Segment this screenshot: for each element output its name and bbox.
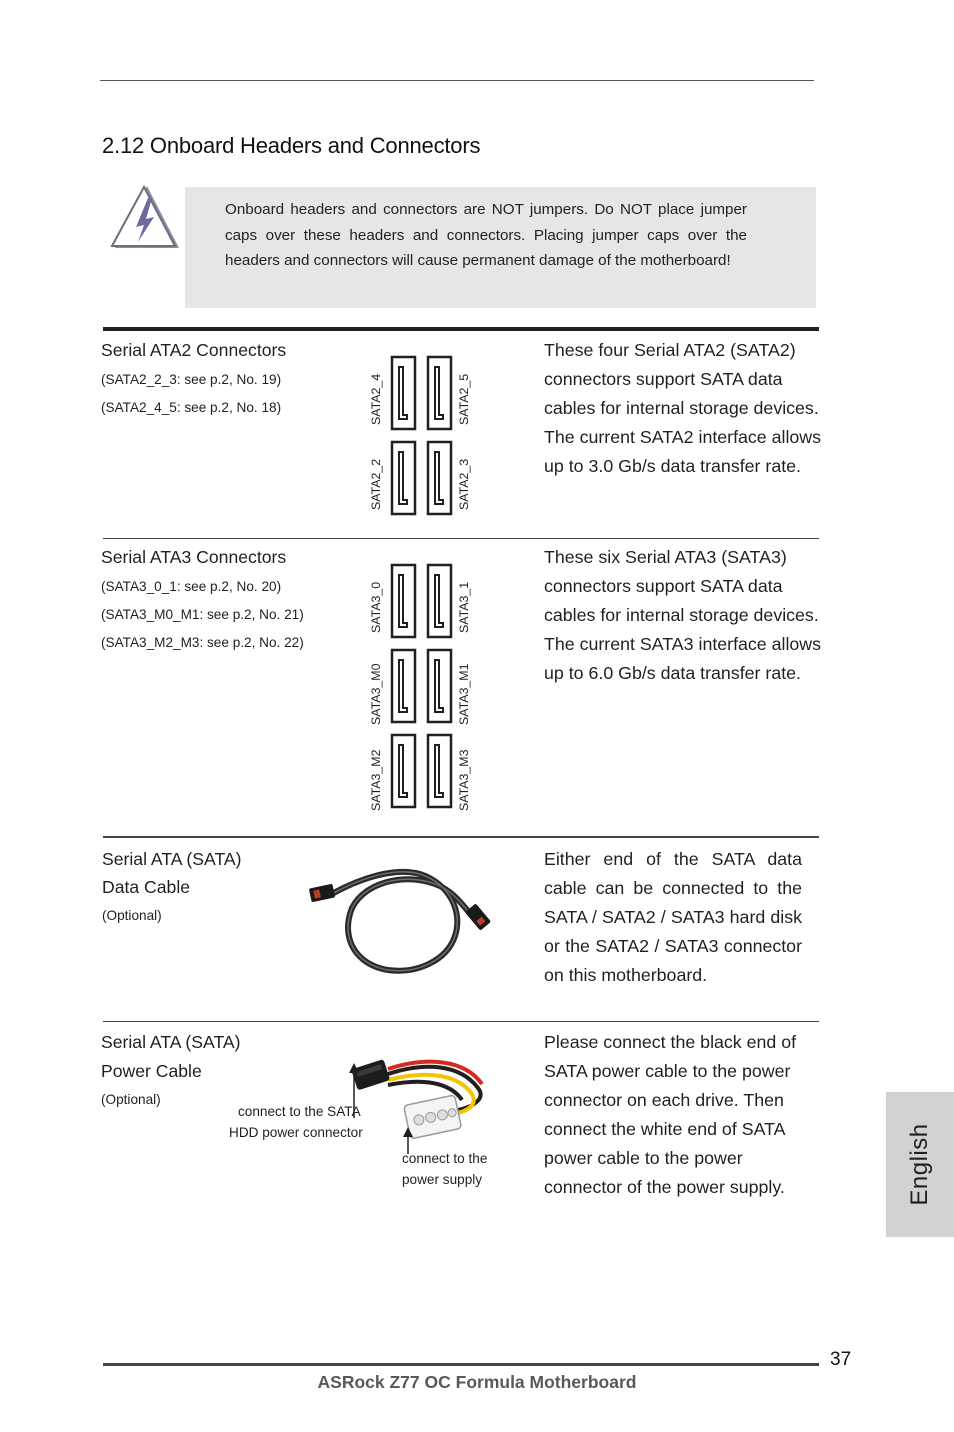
power-cable-title: Serial ATA (SATA) (101, 1032, 241, 1052)
sata3-note: (SATA3_M2_M3: see p.2, No. 22) (101, 635, 304, 650)
footer-rule (103, 1363, 819, 1366)
sata2-port-2 (392, 442, 415, 514)
power-cable-title: Power Cable (101, 1061, 202, 1081)
sata2-connector-diagram (362, 355, 482, 517)
sata3-note: (SATA3_M0_M1: see p.2, No. 21) (101, 607, 304, 622)
sata3-port-0 (392, 565, 415, 637)
warning-icon (108, 184, 180, 252)
sata-connect-label: HDD power connector (229, 1125, 363, 1140)
sata2-port-label: SATA2_2 (369, 458, 383, 510)
sata2-port-4 (392, 357, 415, 429)
divider (103, 538, 819, 539)
sata2-note: (SATA2_2_3: see p.2, No. 19) (101, 372, 282, 387)
data-cable-note: (Optional) (102, 908, 162, 923)
sata2-port-label: SATA2_5 (457, 373, 471, 425)
sata3-port-label: SATA3_M0 (369, 663, 383, 725)
psu-connect-label: power supply (402, 1172, 483, 1187)
sata2-port-3 (428, 442, 451, 514)
sata3-port-label: SATA3_M1 (457, 663, 471, 725)
power-cable-description: Please connect the black end of SATA power cable to the power connector on each drive. Then connect the white end of SATA power cable to the power connector of the power supply. (544, 1032, 797, 1197)
sata-data-cable-image (300, 862, 500, 987)
sata3-port-label: SATA3_1 (457, 581, 471, 633)
divider (103, 836, 819, 838)
sata3-port-m1 (428, 650, 451, 722)
divider-thick (103, 327, 819, 331)
data-cable-title: Data Cable (102, 877, 191, 897)
sata3-connector-diagram (362, 563, 482, 813)
sata2-port-label: SATA2_4 (369, 373, 383, 425)
data-cable-description: Either end of the SATA data cable can be connected to the SATA / SATA2 / SATA3 hard disk or the SATA2 / SATA3 connector on this motherboard. (544, 849, 802, 985)
psu-connect-label: connect to the (402, 1151, 488, 1166)
warning-text: Onboard headers and connectors are NOT jumpers. Do NOT place jumper caps over these headers and connectors. Placing jumper caps over the headers and connectors will cause permanent damage of the motherboard! (225, 201, 747, 269)
page-number: 37 (830, 1349, 852, 1370)
section-title: 2.12 Onboard Headers and Connectors (102, 133, 481, 158)
top-rule (100, 80, 814, 81)
language-tab-label: English (906, 1123, 933, 1206)
sata2-title: Serial ATA2 Connectors (101, 340, 287, 360)
sata3-title: Serial ATA3 Connectors (101, 547, 287, 567)
sata3-port-label: SATA3_0 (369, 581, 383, 633)
sata3-port-m0 (392, 650, 415, 722)
divider (103, 1021, 819, 1022)
sata-connect-label: connect to the SATA (238, 1104, 361, 1119)
footer-product: ASRock Z77 OC Formula Motherboard (317, 1372, 637, 1392)
sata3-port-m3 (428, 735, 451, 807)
sata3-port-1 (428, 565, 451, 637)
sata3-description: These six Serial ATA3 (SATA3) connectors support SATA data cables for internal storage devices. The current SATA3 interface allows up to 6.0 Gb/s data transfer rate. (544, 547, 822, 683)
sata3-port-label: SATA3_M3 (457, 749, 471, 811)
sata2-note: (SATA2_4_5: see p.2, No. 18) (101, 400, 282, 415)
sata3-port-m2 (392, 735, 415, 807)
sata2-description: These four Serial ATA2 (SATA2) connectors support SATA data cables for internal storage devices. The current SATA2 interface allows up to 3.0 Gb/s data transfer rate. (544, 340, 822, 476)
sata3-note: (SATA3_0_1: see p.2, No. 20) (101, 579, 282, 594)
sata2-port-5 (428, 357, 451, 429)
sata3-port-label: SATA3_M2 (369, 749, 383, 811)
data-cable-title: Serial ATA (SATA) (102, 849, 242, 869)
sata2-port-label: SATA2_3 (457, 458, 471, 510)
language-tab (886, 1092, 954, 1237)
power-cable-note: (Optional) (101, 1092, 161, 1107)
